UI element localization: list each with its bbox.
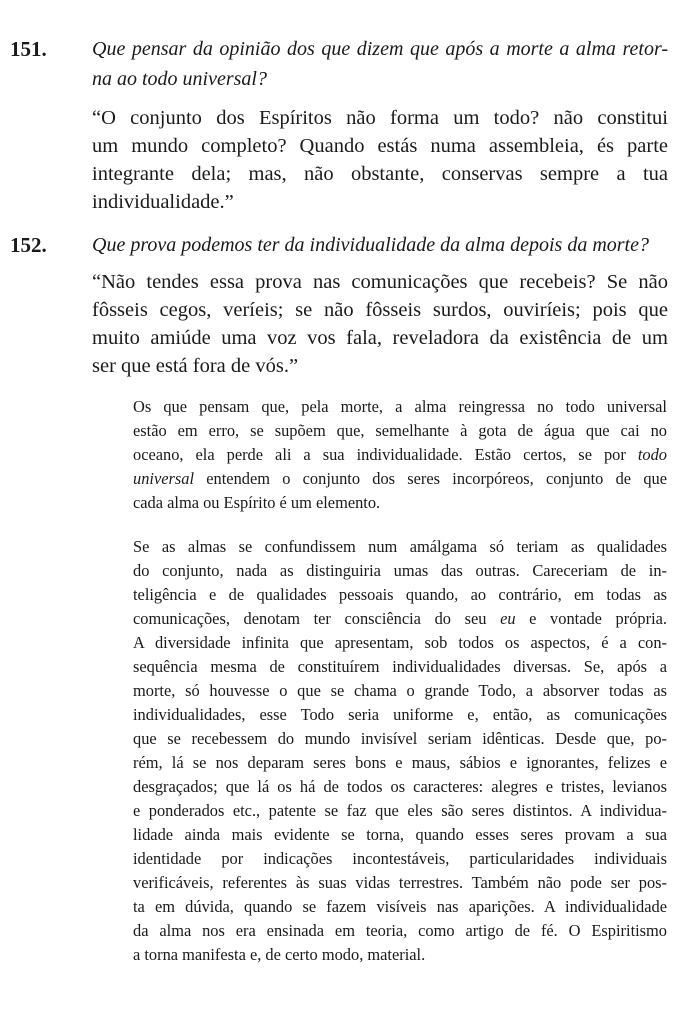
commentary-line: rém, lá se nos deparam seres bons e maus, sábios e ignorantes, felizes e	[133, 753, 667, 772]
answer-line: fôsseis cegos, veríeis; se não fôsseis surdos, ouviríeis; pois que	[92, 299, 668, 321]
answer-line: ser que está fora de vós.”	[92, 355, 299, 377]
commentary-line: e ponderados etc., patente se faz que eles são seres distintos. A individua-	[133, 801, 667, 820]
emphasis-term: todo	[637, 445, 667, 464]
commentary-line: Se as almas se confundissem num amálgama só teriam as qualidades	[133, 537, 667, 556]
commentary-line: individualidades, esse Todo seria uniforme e, então, as comunicações	[133, 705, 667, 724]
question-151	[92, 34, 668, 94]
answer-line: muito amiúde uma voz vos fala, reveladora da existência de um	[92, 327, 668, 349]
question-line: Que pensar da opinião dos que dizem que após a morte a alma retor-	[92, 38, 668, 60]
answer-line: integrante dela; mas, não obstante, conservas sempre a tua	[92, 163, 668, 185]
commentary-text: entendem o conjunto dos seres incorpóreos, conjunto de que	[206, 469, 667, 488]
commentary-line: ta em dúvida, quando se fazem visíveis nas aparições. A individualidade	[133, 897, 667, 916]
commentary-text: oceano, ela perde ali a sua individualidade. Estão certos, se por	[133, 445, 626, 464]
commentary-line	[133, 467, 667, 491]
emphasis-term: eu	[500, 609, 516, 628]
emphasis-term: universal	[133, 469, 195, 488]
answer-line: “Não tendes essa prova nas comunicações que recebeis? Se não	[92, 271, 668, 293]
commentary-line: A diversidade infinita que apresentam, sob todos os aspectos, é a con-	[133, 633, 667, 652]
question-line: na ao todo universal?	[92, 68, 267, 90]
answer-151	[92, 104, 668, 216]
commentary-line: cada alma ou Espírito é um elemento.	[133, 493, 381, 512]
question-152	[92, 230, 668, 260]
answer-line: um mundo completo? Quando estás numa assembleia, és parte	[92, 135, 668, 157]
commentary-line	[133, 443, 667, 467]
commentary-line: do conjunto, nada as distinguiria umas das outras. Careceriam de in-	[133, 561, 667, 580]
commentary-line: identidade por indicações incontestáveis, particularidades individuais	[133, 849, 667, 868]
commentary-line: que se recebessem do mundo invisível seriam idênticas. Desde que, po-	[133, 729, 667, 748]
answer-line: “O conjunto dos Espíritos não forma um todo? não constitui	[92, 107, 668, 129]
commentary-line: lidade ainda mais evidente se torna, quando esses seres provam a sua	[133, 825, 667, 844]
commentary-paragraph-1	[133, 395, 667, 515]
commentary-line: Os que pensam que, pela morte, a alma reingressa no todo universal	[133, 397, 667, 416]
answer-line: individualidade.”	[92, 191, 234, 213]
commentary-line: morte, só houvesse o que se chama o grande Todo, a absorver todas as	[133, 681, 667, 700]
commentary-line: estão em erro, se supõem que, semelhante à gota de água que cai no	[133, 421, 667, 440]
commentary-line: a torna manifesta e, de certo modo, material.	[133, 945, 426, 964]
question-number-152: 152.	[10, 233, 47, 257]
commentary-line: da alma nos era ensinada em teoria, como artigo de fé. O Espiritismo	[133, 921, 667, 940]
question-number-151: 151.	[10, 37, 47, 61]
commentary-line: desgraçados; que lá os há de todos os caracteres: alegres e tristes, levianos	[133, 777, 667, 796]
commentary-text: e vontade própria.	[529, 609, 667, 628]
question-line: Que prova podemos ter da individualidade da alma depois da morte?	[92, 234, 649, 256]
commentary-line: verificáveis, referentes às suas vidas terrestres. Também não pode ser pos-	[133, 873, 667, 892]
commentary-text: comunicações, denotam ter consciência do seu	[133, 609, 487, 628]
commentary-line: teligência e de qualidades pessoais quando, ao contrário, em todas as	[133, 585, 667, 604]
commentary-line	[133, 607, 667, 631]
commentary-paragraph-2	[133, 535, 667, 967]
answer-152	[92, 268, 668, 380]
commentary-line: sequência mesma de constituírem individualidades diversas. Se, após a	[133, 657, 667, 676]
